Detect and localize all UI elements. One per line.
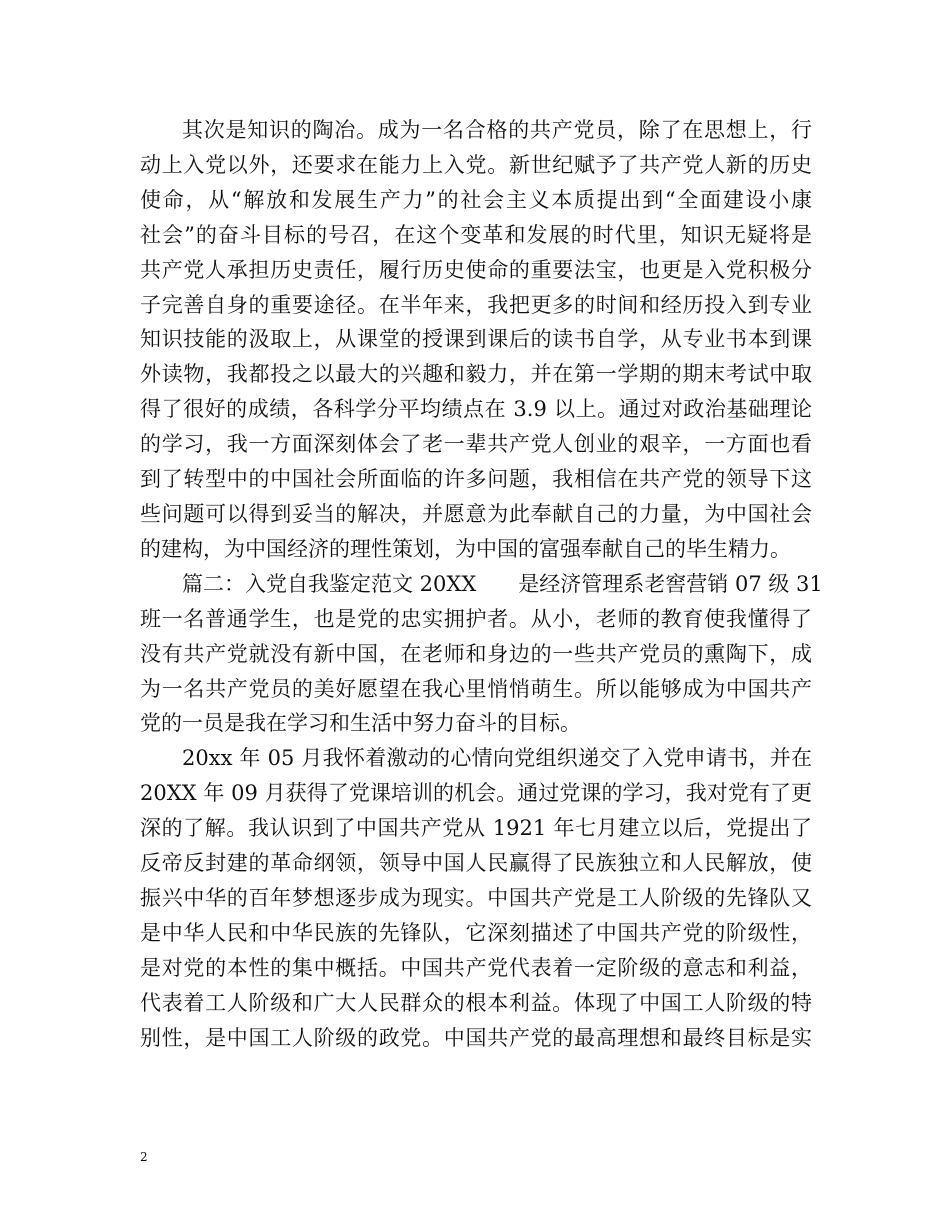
paragraph-part-two: [140, 567, 823, 742]
text-line: 些问题可以得到妥当的解决，并愿意为此奉献自己的力量，为中国社会: [140, 501, 812, 526]
text-line: 知识技能的汲取上，从课堂的授课到课后的读书自学，从专业书本到课: [140, 327, 812, 352]
text-line: 社会”的奋斗目标的号召，在这个变革和发展的时代里，知识无疑将是: [140, 222, 812, 247]
text-line: 到了转型中的中国社会所面临的许多问题，我相信在共产党的领导下这: [140, 467, 812, 492]
document-body: [140, 113, 823, 1055]
text-line: 篇二：入党自我鉴定范文 20XX 是经济管理系老窖营销 07 级 31: [182, 571, 823, 596]
page-number: 2: [140, 1150, 148, 1164]
text-line: 振兴中华的百年梦想逐步成为现实。中国共产党是工人阶级的先锋队又: [140, 885, 812, 910]
paragraph-application: [140, 741, 812, 1055]
text-line: 没有共产党就没有新中国，在老师和身边的一些共产党员的熏陶下，成: [140, 641, 812, 666]
text-line: 别性，是中国工人阶级的政党。中国共产党的最高理想和最终目标是实: [140, 1025, 812, 1050]
text-line: 动上入党以外，还要求在能力上入党。新世纪赋予了共产党人新的历史: [140, 152, 812, 177]
text-line: 深的了解。我认识到了中国共产党从 1921 年七月建立以后，党提出了: [140, 816, 812, 841]
paragraph-knowledge: [140, 113, 812, 567]
text-line: 班一名普通学生，也是党的忠实拥护者。从小，老师的教育使我懂得了: [140, 606, 812, 631]
text-line: 其次是知识的陶冶。成为一名合格的共产党员，除了在思想上，行: [182, 118, 812, 142]
text-line: 是对党的本性的集中概括。中国共产党代表着一定阶级的意志和利益，: [140, 955, 812, 980]
text-line: 20XX 年 09 月获得了党课培训的机会。通过党课的学习，我对党有了更: [140, 781, 812, 806]
text-line: 得了很好的成绩，各科学分平均绩点在 3.9 以上。通过对政治基础理论: [140, 397, 812, 422]
text-line: 党的一员是我在学习和生活中努力奋斗的目标。: [140, 711, 581, 736]
text-line: 反帝反封建的革命纲领，领导中国人民赢得了民族独立和人民解放，使: [140, 851, 812, 876]
text-line: 代表着工人阶级和广大人民群众的根本利益。体现了中国工人阶级的特: [140, 990, 812, 1015]
text-line: 的学习，我一方面深刻体会了老一辈共产党人创业的艰辛，一方面也看: [140, 432, 812, 457]
text-line: 的建构，为中国经济的理性策划，为中国的富强奉献自己的毕生精力。: [140, 536, 791, 561]
text-line: 是中华人民和中华民族的先锋队，它深刻描述了中国共产党的阶级性，: [140, 920, 812, 945]
text-line: 外读物，我都投之以最大的兴趣和毅力，并在第一学期的期末考试中取: [140, 362, 812, 387]
text-line: 20xx 年 05 月我怀着激动的心情向党组织递交了入党申请书，并在: [182, 746, 812, 771]
text-line: 子完善自身的重要途径。在半年来，我把更多的时间和经历投入到专业: [140, 292, 812, 317]
text-line: 为一名共产党员的美好愿望在我心里悄悄萌生。所以能够成为中国共产: [140, 676, 812, 701]
text-line: 使命，从“解放和发展生产力”的社会主义本质提出到“全面建设小康: [140, 187, 812, 212]
text-line: 共产党人承担历史责任，履行历史使命的重要法宝，也更是入党积极分: [140, 257, 812, 282]
